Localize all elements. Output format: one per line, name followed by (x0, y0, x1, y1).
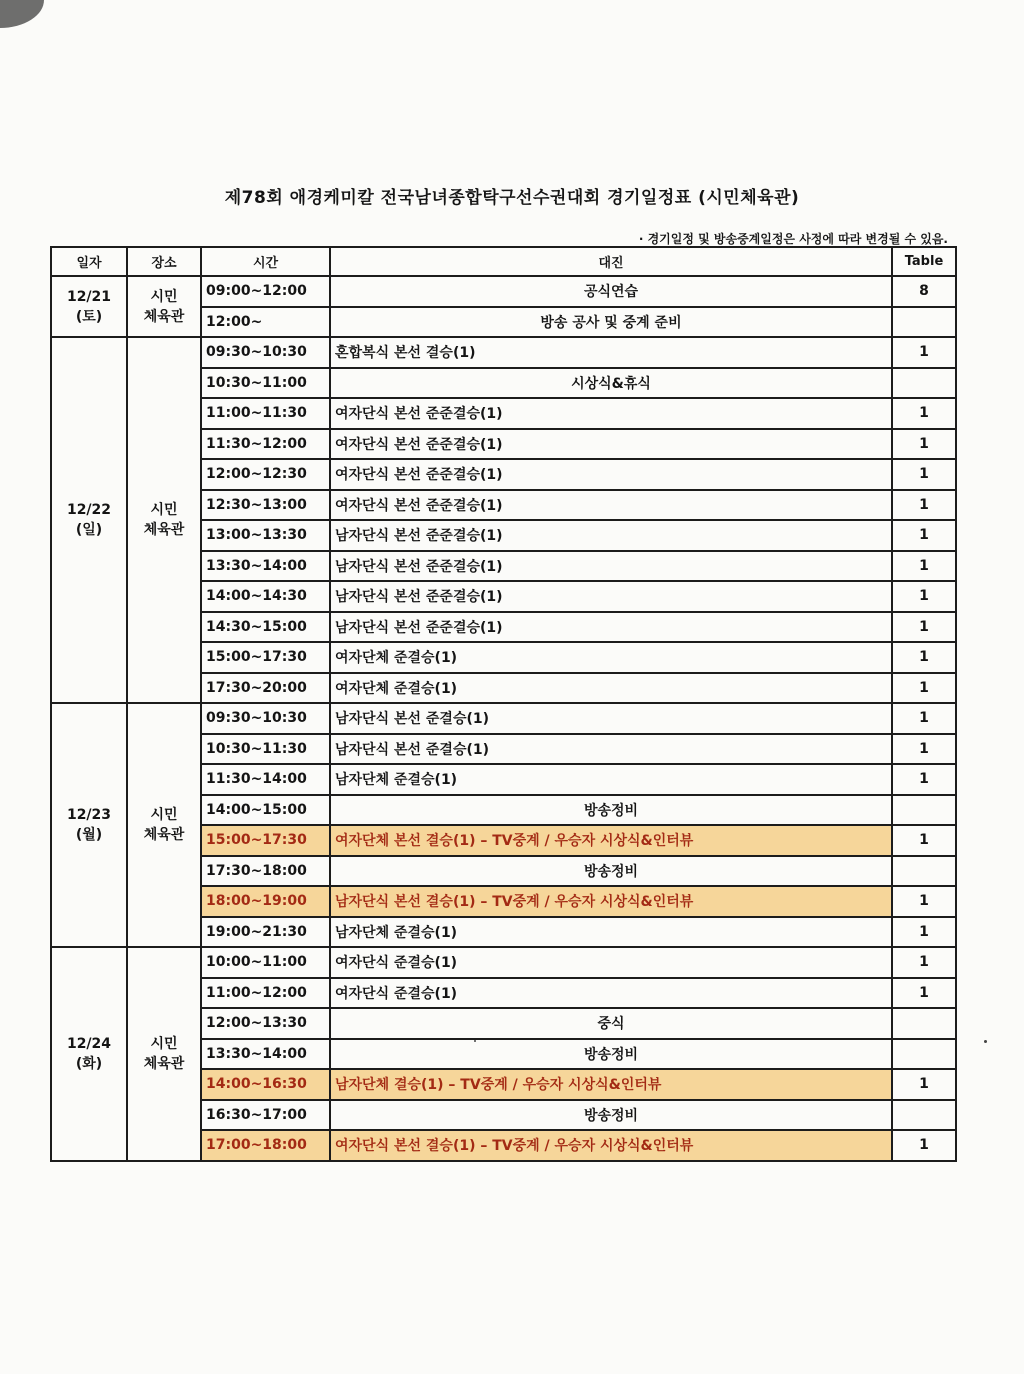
venue-line1: 시민 (150, 1035, 178, 1052)
header-match: 대진 (330, 247, 892, 276)
venue-line2: 체육관 (143, 1055, 185, 1072)
header-time: 시간 (201, 247, 330, 276)
venue-line1: 시민 (150, 502, 178, 518)
table-number-cell: 1 (892, 947, 956, 978)
schedule-body (51, 276, 956, 1161)
date-value: 12/24 (66, 1035, 112, 1052)
time-cell: 18:00~19:00 (201, 886, 330, 917)
time-cell: 16:30~17:00 (201, 1100, 330, 1131)
date-cell (51, 337, 127, 703)
table-number-cell: 1 (892, 459, 956, 490)
match-cell: 여자단식 본선 결승(1) – TV중계 / 우승자 시상식&인터뷰 (330, 1130, 892, 1161)
table-number-cell: 1 (892, 917, 956, 948)
table-number-cell (892, 1008, 956, 1039)
table-number-cell (892, 307, 956, 338)
date-value: 12/23 (66, 807, 112, 823)
match-cell: 남자단식 본선 결승(1) – TV중계 / 우승자 시상식&인터뷰 (330, 886, 892, 917)
table-number-cell: 1 (892, 337, 956, 368)
table-number-cell: 8 (892, 276, 956, 307)
venue-cell (127, 276, 201, 337)
time-cell: 12:00~12:30 (201, 459, 330, 490)
match-cell: 남자단식 본선 준준결승(1) (330, 551, 892, 582)
match-cell: 여자단식 본선 준준결승(1) (330, 490, 892, 521)
match-cell: 여자단식 본선 준준결승(1) (330, 429, 892, 460)
match-cell: 남자단식 본선 준준결승(1) (330, 520, 892, 551)
date-cell (51, 703, 127, 947)
time-cell: 15:00~17:30 (201, 642, 330, 673)
venue-line1: 시민 (150, 807, 178, 823)
time-cell: 13:30~14:00 (201, 551, 330, 582)
match-cell: 남자단식 본선 준결승(1) (330, 734, 892, 765)
match-cell: 남자단식 본선 준준결승(1) (330, 612, 892, 643)
table-row (51, 337, 956, 368)
schedule-change-note: · 경기일정 및 방송중계일정은 사정에 따라 변경될 수 있음. (638, 232, 948, 246)
match-cell: 여자단식 준결승(1) (330, 947, 892, 978)
time-cell: 12:00~ (201, 307, 330, 338)
match-cell: 여자단식 준결승(1) (330, 978, 892, 1009)
time-cell: 12:00~13:30 (201, 1008, 330, 1039)
weekday-value: (일) (75, 522, 103, 538)
header-date: 일자 (51, 247, 127, 276)
match-cell: 여자단체 본선 결승(1) – TV중계 / 우승자 시상식&인터뷰 (330, 825, 892, 856)
match-cell: 공식연습 (330, 276, 892, 307)
match-cell: 방송정비 (330, 795, 892, 826)
time-cell: 09:00~12:00 (201, 276, 330, 307)
time-cell: 15:00~17:30 (201, 825, 330, 856)
time-cell: 19:00~21:30 (201, 917, 330, 948)
venue-cell (127, 947, 201, 1161)
date-value: 12/21 (66, 288, 112, 305)
venue-line2: 체육관 (143, 827, 185, 843)
match-cell: 여자단체 준결승(1) (330, 642, 892, 673)
table-number-cell: 1 (892, 1069, 956, 1100)
venue-line2: 체육관 (143, 522, 185, 538)
match-cell: 방송정비 (330, 1039, 892, 1070)
time-cell: 10:30~11:30 (201, 734, 330, 765)
table-number-cell: 1 (892, 764, 956, 795)
time-cell: 09:30~10:30 (201, 337, 330, 368)
match-cell: 여자단체 준결승(1) (330, 673, 892, 704)
table-number-cell: 1 (892, 520, 956, 551)
table-number-cell: 1 (892, 703, 956, 734)
match-cell: 방송정비 (330, 856, 892, 887)
time-cell: 14:00~14:30 (201, 581, 330, 612)
match-cell: 시상식&휴식 (330, 368, 892, 399)
match-cell: 남자단식 본선 준준결승(1) (330, 581, 892, 612)
match-cell: 남자단체 결승(1) – TV중계 / 우승자 시상식&인터뷰 (330, 1069, 892, 1100)
time-cell: 11:30~12:00 (201, 429, 330, 460)
time-cell: 11:00~12:00 (201, 978, 330, 1009)
match-cell: 남자단체 준결승(1) (330, 764, 892, 795)
date-cell (51, 276, 127, 337)
venue-line2: 체육관 (143, 308, 185, 325)
match-cell: 남자단체 준결승(1) (330, 917, 892, 948)
table-number-cell: 1 (892, 612, 956, 643)
match-cell: 방송정비 (330, 1100, 892, 1131)
table-number-cell: 1 (892, 978, 956, 1009)
time-cell: 14:00~16:30 (201, 1069, 330, 1100)
table-number-cell (892, 368, 956, 399)
time-cell: 17:30~18:00 (201, 856, 330, 887)
weekday-value: (월) (75, 827, 103, 843)
table-row (51, 703, 956, 734)
time-cell: 13:00~13:30 (201, 520, 330, 551)
table-number-cell: 1 (892, 673, 956, 704)
match-cell: 여자단식 본선 준준결승(1) (330, 398, 892, 429)
time-cell: 17:30~20:00 (201, 673, 330, 704)
table-number-cell (892, 795, 956, 826)
schedule-table (50, 246, 957, 1162)
match-cell: 중식 (330, 1008, 892, 1039)
table-number-cell: 1 (892, 642, 956, 673)
table-number-cell: 1 (892, 1130, 956, 1161)
table-number-cell: 1 (892, 825, 956, 856)
table-number-cell: 1 (892, 398, 956, 429)
time-cell: 12:30~13:00 (201, 490, 330, 521)
weekday-value: (토) (75, 308, 103, 325)
venue-cell (127, 703, 201, 947)
time-cell: 11:00~11:30 (201, 398, 330, 429)
time-cell: 13:30~14:00 (201, 1039, 330, 1070)
venue-cell (127, 337, 201, 703)
venue-line1: 시민 (150, 288, 178, 305)
table-header-row (51, 247, 956, 276)
time-cell: 14:30~15:00 (201, 612, 330, 643)
match-cell: 여자단식 본선 준준결승(1) (330, 459, 892, 490)
table-number-cell: 1 (892, 429, 956, 460)
header-table: Table (892, 247, 956, 276)
scan-speck (984, 1040, 987, 1043)
weekday-value: (화) (75, 1055, 103, 1072)
table-number-cell: 1 (892, 734, 956, 765)
match-cell: 혼합복식 본선 결승(1) (330, 337, 892, 368)
time-cell: 10:00~11:00 (201, 947, 330, 978)
match-cell: 남자단식 본선 준결승(1) (330, 703, 892, 734)
time-cell: 17:00~18:00 (201, 1130, 330, 1161)
table-number-cell: 1 (892, 886, 956, 917)
table-row (51, 947, 956, 978)
date-value: 12/22 (66, 502, 112, 518)
scan-corner-shadow (0, 0, 44, 28)
time-cell: 10:30~11:00 (201, 368, 330, 399)
table-number-cell (892, 1039, 956, 1070)
table-row (51, 276, 956, 307)
date-cell (51, 947, 127, 1161)
time-cell: 14:00~15:00 (201, 795, 330, 826)
table-number-cell: 1 (892, 551, 956, 582)
match-cell: 방송 공사 및 중계 준비 (330, 307, 892, 338)
table-number-cell: 1 (892, 490, 956, 521)
time-cell: 09:30~10:30 (201, 703, 330, 734)
header-venue: 장소 (127, 247, 201, 276)
document-title: 제78회 애경케미칼 전국남녀종합탁구선수권대회 경기일정표 (시민체육관) (224, 188, 800, 208)
table-number-cell: 1 (892, 581, 956, 612)
time-cell: 11:30~14:00 (201, 764, 330, 795)
table-number-cell (892, 856, 956, 887)
table-number-cell (892, 1100, 956, 1131)
